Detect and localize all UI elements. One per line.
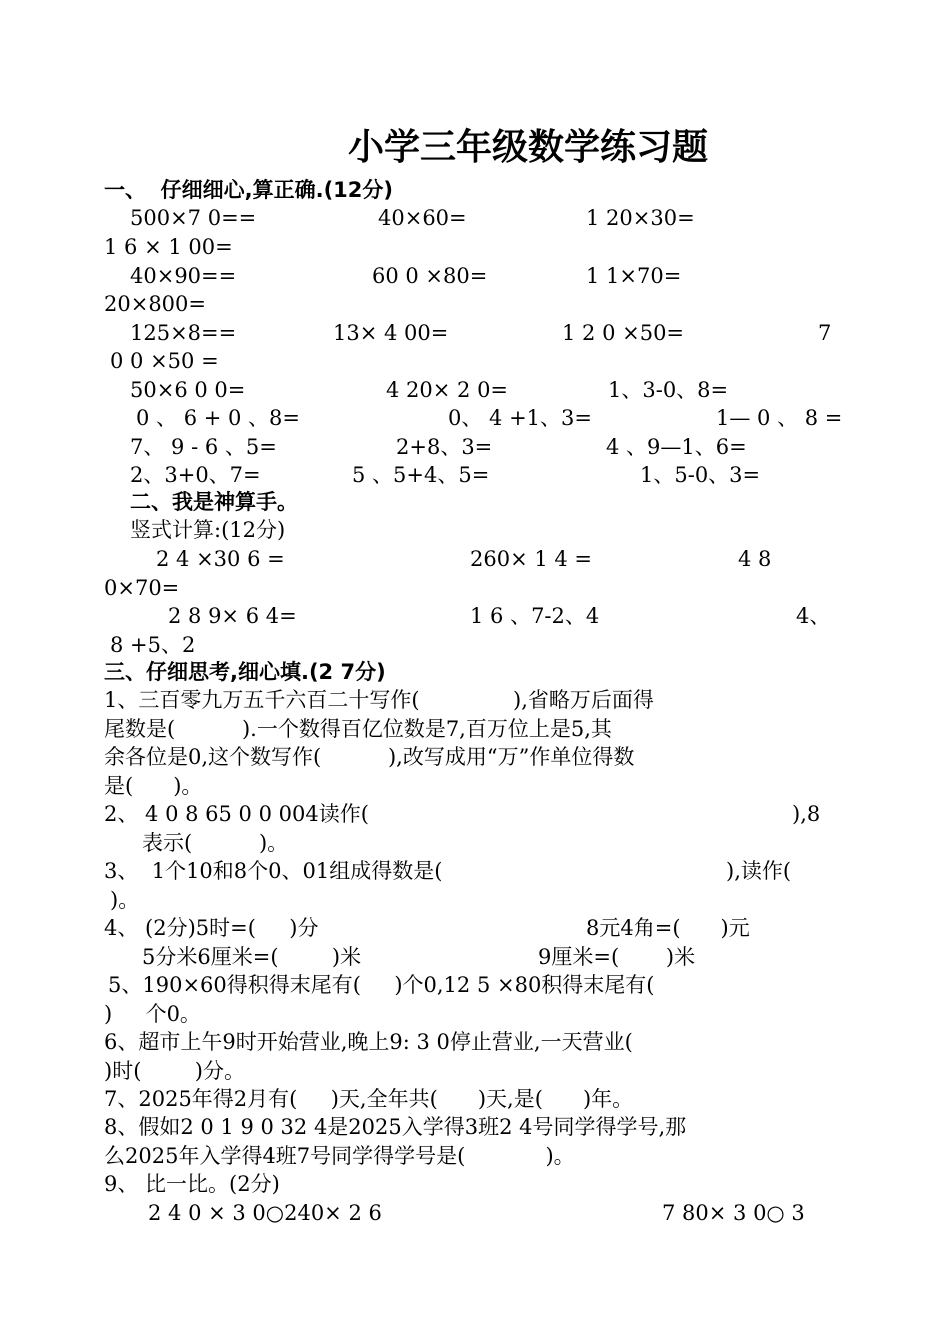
question-3-line: 3、 1个10和8个0、01组成得数是(: [104, 859, 443, 883]
question-6-line: 6、超市上午9时开始营业,晚上9: 3 0停止营业,一天营业(: [104, 1030, 633, 1054]
calc-item: 5 、5+4、5=: [352, 463, 490, 487]
question-1-line: 余各位是0,这个数写作( ),改写成用“万”作单位得数: [104, 745, 635, 769]
calc-item: 1 1×70=: [586, 264, 682, 288]
calc-item: 2 4 ×30 6 =: [156, 547, 285, 571]
calc-item: 1、3-0、8=: [608, 378, 729, 402]
section-1-heading: 一、 仔细细心,算正确.(12分): [104, 178, 393, 202]
calc-item: 0 、 6 + 0 、8=: [136, 406, 301, 430]
calc-item: 1 6 × 1 00=: [104, 235, 233, 259]
question-9-item: 7 80× 3 0○ 3: [662, 1201, 805, 1225]
calc-item: 20×800=: [104, 292, 206, 316]
calc-item: 13× 4 00=: [333, 321, 449, 345]
question-2-line: ),8: [792, 802, 821, 826]
calc-item: 4、: [796, 604, 831, 628]
question-4-item: 8元4角=( )元: [586, 916, 750, 940]
calc-item: 0、 4 +1、3=: [448, 406, 592, 430]
calc-item: 60 0 ×80=: [372, 264, 488, 288]
calc-item: 125×8==: [130, 321, 237, 345]
page-title: 小学三年级数学练习题: [348, 127, 709, 168]
calc-item: 1— 0 、 8 =: [716, 406, 843, 430]
question-1-line: 1、三百零九万五千六百二十写作( ),省略万后面得: [104, 688, 654, 712]
question-5-line: ) 个0。: [104, 1002, 201, 1026]
calc-item: 0 0 ×50 =: [110, 349, 219, 373]
calc-item: 260× 1 4 =: [470, 547, 593, 571]
question-4-item: 4、 (2分)5时=( )分: [104, 916, 319, 940]
calc-item: 40×60=: [378, 206, 467, 230]
question-2-line: 表示( )。: [142, 831, 289, 855]
calc-item: 4 8: [738, 547, 772, 571]
calc-item: 1、5-0、3=: [640, 463, 761, 487]
calc-item: 2、3+0、7=: [130, 463, 261, 487]
calc-item: 2+8、3=: [396, 435, 493, 459]
question-8-line: 么2025年入学得4班7号同学得学号是( )。: [104, 1144, 575, 1168]
calc-item: 40×90==: [130, 264, 237, 288]
question-7-line: 7、2025年得2月有( )天,全年共( )天,是( )年。: [104, 1087, 634, 1111]
calc-item: 500×7 0==: [130, 206, 257, 230]
calc-item: 4 20× 2 0=: [386, 378, 509, 402]
question-3-line: ),读作(: [726, 859, 792, 883]
question-4-item: 5分米6厘米=( )米: [142, 945, 362, 969]
section-2-subheading: 竖式计算:(12分): [130, 518, 286, 542]
calc-item: 50×6 0 0=: [130, 378, 246, 402]
calc-item: 1 20×30=: [586, 206, 695, 230]
question-3-line: )。: [110, 888, 140, 912]
question-1-line: 尾数是( ).一个数得百亿位数是7,百万位上是5,其: [104, 717, 612, 741]
question-9-item: 2 4 0 × 3 0○240× 2 6: [148, 1201, 382, 1225]
calc-item: 8 +5、2: [110, 633, 196, 657]
calc-item: 0×70=: [104, 576, 180, 600]
calc-item: 7、 9 - 6 、5=: [130, 435, 277, 459]
section-2-heading: 二、我是神算手。: [130, 490, 298, 514]
calc-item: 2 8 9× 6 4=: [168, 604, 297, 628]
question-6-line: )时( )分。: [104, 1059, 245, 1083]
question-1-line: 是( )。: [104, 774, 203, 798]
question-2-line: 2、 4 0 8 65 0 0 004读作(: [104, 802, 369, 826]
calc-item: 1 6 、7-2、4: [470, 604, 600, 628]
question-8-line: 8、假如2 0 1 9 0 32 4是2025入学得3班2 4号同学得学号,那: [104, 1115, 687, 1139]
calc-item: 4 、9—1、6=: [606, 435, 747, 459]
question-5-line: 5、190×60得积得末尾有( )个0,12 5 ×80积得末尾有(: [108, 973, 655, 997]
question-4-item: 9厘米=( )米: [538, 945, 696, 969]
calc-item: 1 2 0 ×50=: [562, 321, 685, 345]
section-3-heading: 三、仔细思考,细心填.(2 7分): [104, 660, 386, 684]
question-9-stem: 9、 比一比。(2分): [104, 1172, 280, 1196]
calc-item: 7: [818, 321, 832, 345]
